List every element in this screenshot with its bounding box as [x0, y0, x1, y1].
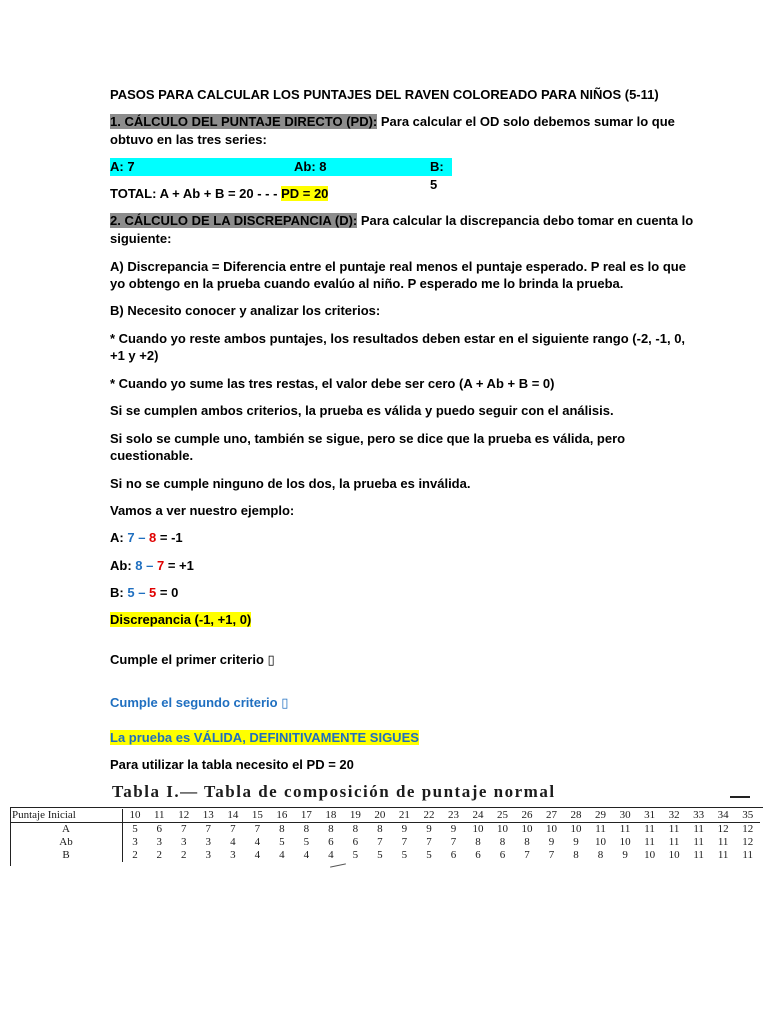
discrepancy-result: Discrepancia (-1, +1, 0)	[110, 612, 252, 627]
table-cell: 5	[401, 849, 408, 861]
header-col: 22	[417, 809, 442, 823]
table-cell: 8	[377, 823, 383, 835]
table-cell: 7	[401, 836, 408, 848]
table-cell: 10	[668, 849, 680, 861]
header-col: 20	[368, 809, 393, 823]
calc-ab-expected: 7	[156, 558, 165, 573]
calc-a-label: A:	[110, 530, 128, 545]
table-cell: 2	[156, 849, 163, 861]
calc-b-result: = 0	[156, 585, 179, 600]
table-cell: 12	[717, 823, 729, 835]
calc-a-expected: 8	[149, 530, 157, 545]
table-cell: 4	[279, 849, 285, 861]
table-cell: 2	[132, 849, 138, 861]
table-cell: 8	[597, 849, 604, 861]
table-cell: 8	[475, 836, 481, 848]
header-col: 30	[613, 809, 638, 823]
table-cell: 5	[426, 849, 432, 861]
table-cell: 7	[230, 823, 236, 835]
header-col: 28	[564, 809, 589, 823]
table-cell: 3	[132, 836, 138, 848]
table-cell: 11	[717, 836, 729, 848]
both-criteria-text: Si se cumplen ambos criterios, la prueba es válida y puedo seguir con el análisis.	[110, 403, 614, 418]
header-col: 32	[662, 809, 687, 823]
criterion-range-cont: +1 y +2)	[110, 348, 159, 363]
table-cell: 9	[426, 823, 432, 835]
row-label: B	[10, 849, 123, 862]
table-cell: 11	[693, 849, 704, 861]
table-cell: 7	[450, 836, 457, 848]
header-col: 24	[466, 809, 491, 823]
table-cell: 4	[254, 849, 261, 861]
discrepancy-definition: A) Discrepancia = Diferencia entre el puntaje real menos el puntaje esperado. P real es lo que	[110, 259, 686, 274]
table-cell: 11	[644, 823, 655, 835]
table-cell: 9	[401, 823, 408, 835]
table-cell: 8	[303, 823, 310, 835]
table-cell: 9	[548, 836, 555, 848]
table-cell: 6	[499, 849, 506, 861]
table-cell: 12	[742, 836, 754, 848]
calc-a-operator: –	[134, 530, 150, 545]
table-row	[10, 836, 760, 849]
criteria-intro: B) Necesito conocer y analizar los criterios:	[110, 303, 381, 318]
calc-b-label: B:	[110, 585, 128, 600]
table-intro: Para utilizar la tabla necesito el PD = 20	[110, 757, 354, 772]
table-cell: 4	[230, 836, 236, 848]
table-cell: 10	[521, 823, 533, 835]
scan-title-dash	[730, 796, 750, 798]
table-cell: 10	[496, 823, 508, 835]
table-cell: 6	[352, 836, 359, 848]
header-col: 33	[686, 809, 711, 823]
series-b-score: B: 5	[430, 159, 444, 192]
calc-a-real: 7	[127, 530, 135, 545]
table-cell: 8	[328, 823, 334, 835]
scanned-score-table	[0, 776, 768, 876]
section2-line	[110, 212, 693, 230]
table-cell: 8	[524, 836, 530, 848]
row-label: A	[10, 823, 123, 837]
section1-text-cont: obtuvo en las tres series:	[110, 132, 267, 147]
table-cell: 7	[426, 836, 432, 848]
table-cell: 12	[742, 823, 754, 835]
table-cell: 9	[573, 836, 579, 848]
calc-b	[110, 584, 178, 602]
table-cell: 3	[181, 836, 187, 848]
total-line	[110, 185, 328, 203]
table-cell: 5	[377, 849, 383, 861]
table-cell: 4	[303, 849, 310, 861]
table-cell: 10	[619, 836, 631, 848]
header-col: 29	[588, 809, 613, 823]
table-cell: 7	[205, 823, 212, 835]
table-cell: 9	[622, 849, 628, 861]
table-cell: 3	[156, 836, 163, 848]
table-cell: 11	[693, 836, 704, 848]
table-cell: 3	[205, 849, 212, 861]
table-cell: 5	[303, 836, 310, 848]
header-col: 11	[147, 809, 172, 823]
calc-ab	[110, 557, 194, 575]
section2-text: Para calcular la discrepancia debo tomar en cuenta lo	[357, 213, 694, 228]
example-intro: Vamos a ver nuestro ejemplo:	[110, 503, 295, 518]
table-cell: 3	[230, 849, 236, 861]
criterion-range: * Cuando yo reste ambos puntajes, los resultados deben estar en el siguiente rango (-2, -1, 0,	[110, 331, 686, 346]
series-ab-score: Ab: 8	[294, 159, 327, 174]
header-col: 19	[343, 809, 368, 823]
table-cell: 8	[573, 849, 579, 861]
table-cell: 6	[328, 836, 334, 848]
criterion2-status: Cumple el segundo criterio ▯	[110, 695, 289, 710]
table-cell: 5	[279, 836, 285, 848]
table-cell: 7	[524, 849, 530, 861]
table-cell: 10	[595, 836, 607, 848]
header-col: 23	[441, 809, 466, 823]
table-cell: 3	[205, 836, 212, 848]
calc-b-expected: 5	[149, 585, 157, 600]
table-cell: 7	[254, 823, 261, 835]
calc-ab-label: Ab:	[110, 558, 136, 573]
table-cell: 7	[181, 823, 187, 835]
table-cell: 6	[475, 849, 481, 861]
table-row	[10, 823, 760, 837]
table-cell: 10	[570, 823, 582, 835]
one-criterion-text-cont: cuestionable.	[110, 448, 194, 463]
table-cell: 4	[328, 849, 334, 861]
series-a-score: A: 7	[110, 159, 135, 174]
pd-result: PD = 20	[281, 186, 329, 201]
discrepancy-definition-cont: yo obtengo en la prueba cuando evalúo al niño. P esperado me lo brinda la prueba.	[110, 276, 624, 291]
score-table	[10, 809, 760, 862]
header-col: 18	[319, 809, 344, 823]
header-col: 34	[711, 809, 736, 823]
series-scores-bar	[110, 158, 452, 192]
table-row	[10, 849, 760, 862]
score-table-header-row	[10, 809, 760, 823]
header-col: 31	[637, 809, 662, 823]
calc-b-operator: –	[134, 585, 150, 600]
header-col: 21	[392, 809, 417, 823]
criterion1-status: Cumple el primer criterio ▯	[110, 652, 275, 667]
calc-a-result: = -1	[156, 530, 183, 545]
table-cell: 8	[352, 823, 359, 835]
calc-ab-real: 8	[135, 558, 143, 573]
table-cell: 10	[546, 823, 558, 835]
header-col: 12	[172, 809, 197, 823]
verdict-text: La prueba es VÁLIDA, DEFINITIVAMENTE SIGUES	[110, 730, 419, 745]
table-cell: 6	[450, 849, 457, 861]
section1-text: Para calcular el OD solo debemos sumar lo que	[377, 114, 675, 129]
header-col: 35	[735, 809, 760, 823]
table-cell: 11	[595, 823, 606, 835]
header-col: 17	[294, 809, 319, 823]
table-cell: 11	[693, 823, 704, 835]
document-title: PASOS PARA CALCULAR LOS PUNTAJES DEL RAVEN COLOREADO PARA NIÑOS (5-11)	[110, 87, 659, 102]
criterion-sum: * Cuando yo sume las tres restas, el valor debe ser cero (A + Ab + B = 0)	[110, 376, 555, 391]
header-col: 15	[245, 809, 270, 823]
table-cell: 11	[717, 849, 729, 861]
header-col: 14	[221, 809, 246, 823]
table-cell: 11	[644, 836, 655, 848]
row-label: Ab	[10, 836, 123, 849]
table-cell: 11	[619, 823, 631, 835]
table-cell: 11	[668, 836, 680, 848]
scan-table-title: Tabla I.— Tabla de composición de puntaje normal	[112, 782, 556, 801]
table-cell: 5	[132, 823, 138, 835]
total-text: TOTAL: A + Ab + B = 20 - - -	[110, 186, 282, 201]
calc-a	[110, 529, 183, 547]
header-label: Puntaje Inicial	[10, 809, 123, 823]
section2-heading: 2. CÁLCULO DE LA DISCREPANCIA (D):	[110, 213, 358, 228]
calc-ab-result: = +1	[164, 558, 194, 573]
header-col: 10	[123, 809, 148, 823]
header-col: 25	[490, 809, 515, 823]
section1-line	[110, 113, 675, 131]
calc-b-real: 5	[127, 585, 135, 600]
table-cell: 11	[742, 849, 753, 861]
header-col: 26	[515, 809, 540, 823]
one-criterion-text: Si solo se cumple uno, también se sigue, pero se dice que la prueba es válida, pero	[110, 431, 626, 446]
calc-ab-operator: –	[142, 558, 157, 573]
table-cell: 9	[450, 823, 457, 835]
no-criteria-text: Si no se cumple ninguno de los dos, la prueba es inválida.	[110, 476, 471, 491]
header-col: 16	[270, 809, 295, 823]
table-cell: 10	[644, 849, 656, 861]
discrepancy-line	[110, 611, 251, 629]
table-cell: 8	[279, 823, 285, 835]
table-cell: 11	[668, 823, 680, 835]
header-col: 27	[539, 809, 564, 823]
verdict-line	[110, 729, 419, 747]
table-cell: 6	[156, 823, 163, 835]
table-cell: 2	[181, 849, 187, 861]
table-cell: 10	[472, 823, 484, 835]
table-cell: 5	[352, 849, 359, 861]
header-col: 13	[196, 809, 221, 823]
section1-heading: 1. CÁLCULO DEL PUNTAJE DIRECTO (PD):	[110, 114, 378, 129]
section2-text-cont: siguiente:	[110, 231, 172, 246]
table-cell: 7	[548, 849, 555, 861]
table-cell: 7	[377, 836, 383, 848]
table-cell: 4	[254, 836, 261, 848]
table-cell: 8	[499, 836, 506, 848]
